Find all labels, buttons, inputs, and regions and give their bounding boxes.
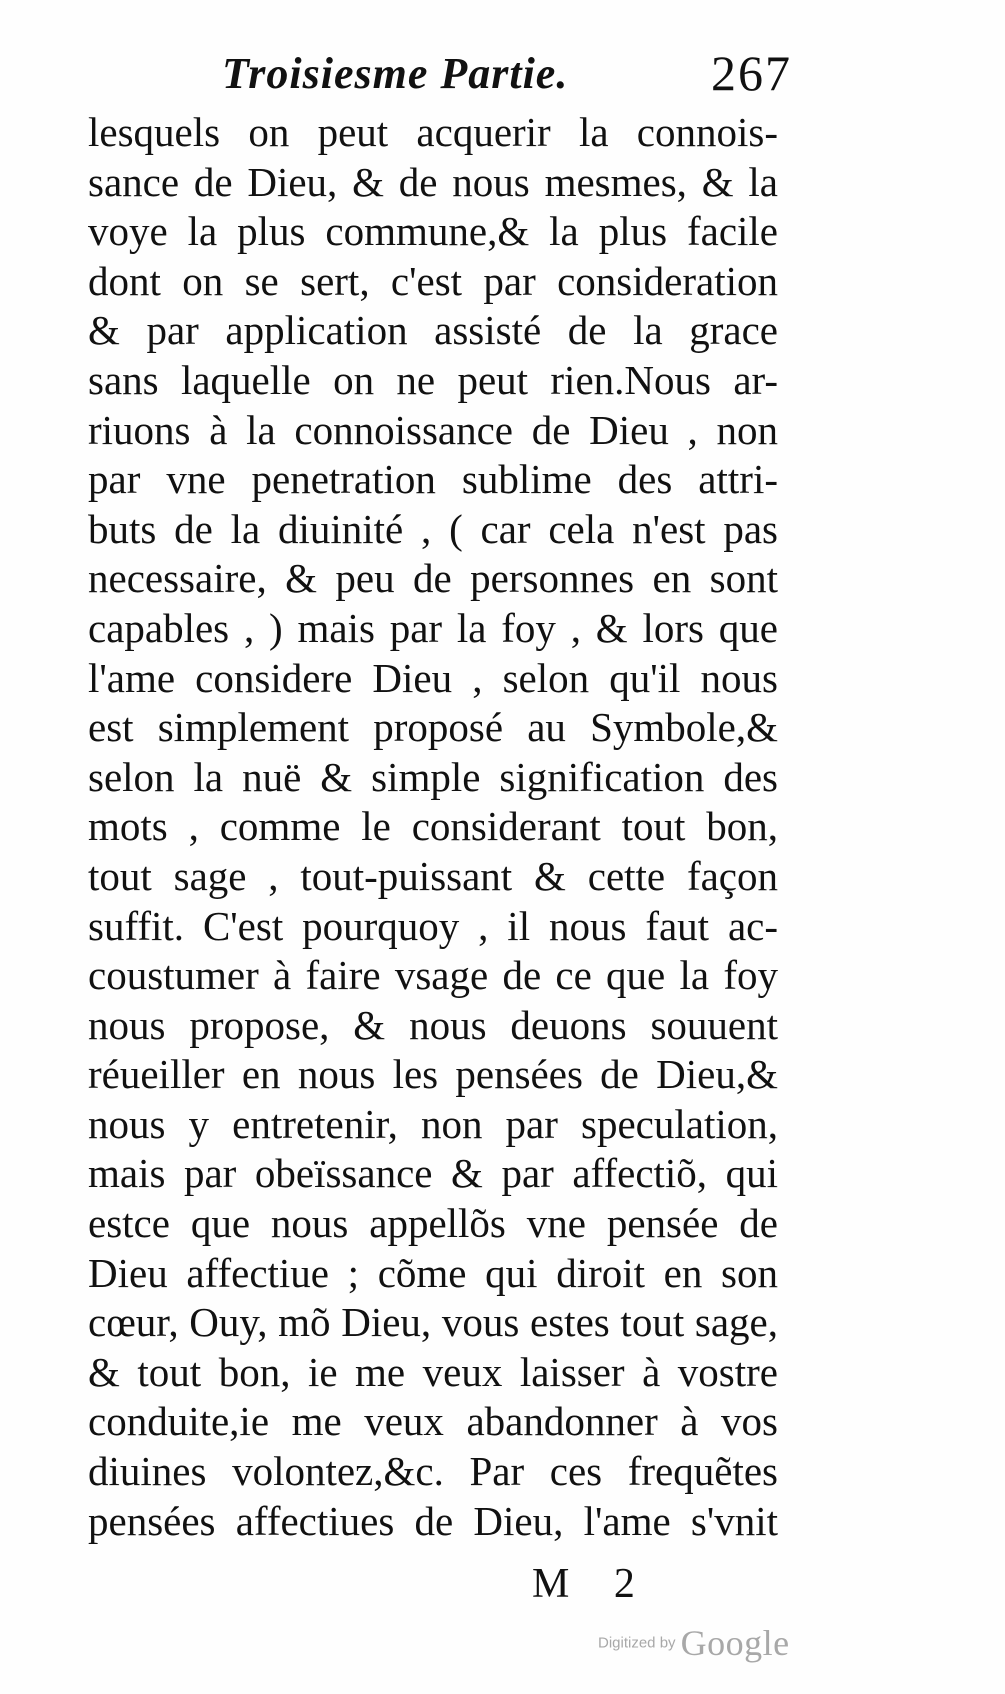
text-line: nous propose, & nous deuons souuent	[88, 1001, 778, 1048]
text-line: sans laquelle on ne peut rien.Nous ar-	[88, 356, 778, 403]
text-line: est simplement proposé au Symbole,&	[88, 704, 778, 751]
text-line: & par application assisté de la grace	[88, 307, 778, 354]
text-line: tout sage , tout-puissant & cette façon	[88, 852, 778, 899]
text-line: conduite,ie me veux abandonner à vos	[88, 1398, 778, 1445]
page-number: 267	[711, 45, 792, 101]
text-line: voye la plus commune,& la plus facile	[88, 208, 778, 255]
text-line: réueiller en nous les pensées de Dieu,&	[88, 1051, 778, 1098]
text-line: riuons à la connoissance de Dieu , non	[88, 406, 778, 453]
watermark-prefix: Digitized by	[598, 1634, 676, 1652]
running-head	[222, 45, 792, 108]
text-line: Dieu affectiue ; cõme qui diroit en son	[88, 1249, 778, 1296]
signature-letter: M	[532, 1561, 574, 1607]
signature-mark	[532, 1560, 639, 1608]
text-line: buts de la diuinité , ( car cela n'est pas	[88, 505, 778, 552]
running-title: Troisiesme Partie.	[222, 49, 569, 98]
text-line: par vne penetration sublime des attri-	[88, 456, 778, 503]
body-text	[88, 108, 778, 1546]
text-line: mais par obeïssance & par affectiõ, qui	[88, 1150, 778, 1197]
text-line: l'ame considere Dieu , selon qu'il nous	[88, 654, 778, 701]
text-line: capables , ) mais par la foy , & lors que	[88, 604, 778, 651]
text-line: diuines volontez,&c. Par ces frequẽtes	[88, 1448, 778, 1495]
text-line: necessaire, & peu de personnes en sont	[88, 555, 778, 602]
watermark-brand: Google	[680, 1623, 790, 1663]
text-line: lesquels on peut acquerir la connois-	[88, 109, 778, 155]
text-line: coustumer à faire vsage de ce que la foy	[88, 952, 778, 999]
text-line: selon la nuë & simple signification des	[88, 753, 778, 800]
text-line: dont on se sert, c'est par consideration	[88, 257, 778, 304]
text-line: sance de Dieu, & de nous mesmes, & la	[88, 158, 778, 205]
text-line: pensées affectiues de Dieu, l'ame s'vnit	[88, 1497, 778, 1544]
signature-number: 2	[613, 1561, 639, 1607]
text-line: suffit. C'est pourquoy , il nous faut ac-	[88, 902, 778, 949]
text-line: mots , comme le considerant tout bon,	[88, 803, 778, 850]
text-line: & tout bon, ie me veux laisser à vostre	[88, 1348, 778, 1395]
text-line: estce que nous appellõs vne pensée de	[88, 1200, 778, 1247]
text-line: cœur, Ouy, mõ Dieu, vous estes tout sage,	[88, 1299, 778, 1346]
text-line: nous y entretenir, non par speculation,	[88, 1100, 778, 1147]
digitized-watermark	[598, 1622, 790, 1664]
